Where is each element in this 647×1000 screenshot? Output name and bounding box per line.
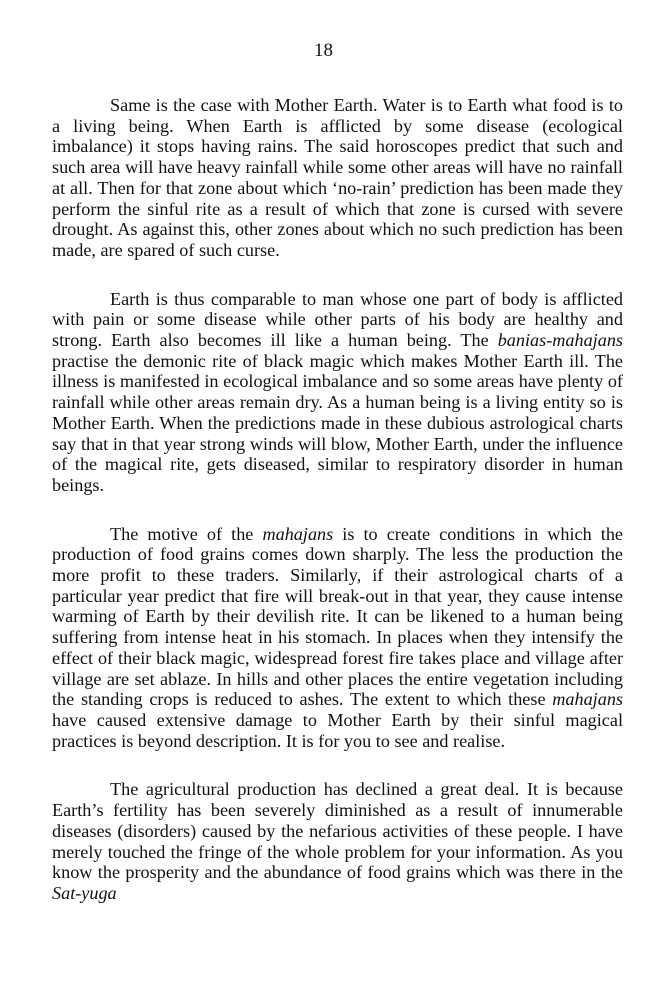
text-run: practise the demonic rite of black magic which makes Mother Earth ill. The illness is manifested in ecological imbalance and so some areas have plenty of rainfall while other areas remain dry. As a human being is a living entity so is Mother Earth. When the predictions made in these dubious astrological charts say that in that year strong winds will blow, Mother Earth, under the influence of the magical rite, gets diseased, similar to respiratory disorder in human beings. [52, 350, 623, 495]
italic-term: mahajans [262, 523, 334, 544]
text-run: Same is the case with Mother Earth. Water is to Earth what food is to a living being. When Earth is afflicted by some disease (ecological imbalance) it stops having rains. The said horoscopes predict that such and such area will have heavy rainfall while some other areas will have no rainfall at all. Then for that zone about which ‘no-rain’ prediction has been made they perform the sinful rite as a result of which that zone is cursed with severe drought. As against this, other zones about which no such prediction has been made, are spared of such curse. [52, 95, 623, 260]
text-run: The motive of the [110, 523, 263, 544]
text-run: have caused extensive damage to Mother Earth by their sinful magical practices is beyond description. It is for you to see and realise. [52, 709, 623, 751]
text-run: The agricultural production has declined a great deal. It is because Earth’s fertility has been severely diminished as a result of innumerable diseases (disorders) caused by the nefarious activities of these people. I have merely touched the fringe of the whole problem for your information. As you know the prosperity and the abundance of food grains which was there in the [52, 779, 623, 883]
italic-term: banias-mahajans [497, 330, 623, 351]
page-body [52, 95, 623, 932]
paragraph-mother-earth-rain [52, 95, 623, 261]
paragraph-earth-comparable-to-man [52, 289, 623, 496]
paragraph-agricultural-decline [52, 779, 623, 903]
italic-term: Sat-yuga [52, 882, 117, 903]
italic-term: mahajans [552, 689, 623, 710]
page-number: 18 [314, 40, 333, 61]
text-run: Earth is thus comparable to man whose one part of body is afflicted with pain or some disease while other parts of his body are healthy and strong. Earth also becomes ill like a human being. The [52, 288, 623, 351]
paragraph-motive-of-mahajans [52, 524, 623, 752]
text-run: is to create conditions in which the production of food grains comes down sharply. The less the production the more profit to these traders. Similarly, if their astrological charts of a particular year predict that fire will break-out in that year, they cause intense warming of Earth by their devilish rite. It can be likened to a human being suffering from intense heat in his stomach. In places when they intensify the effect of their black magic, widespread forest fire takes place and village after village are set ablaze. In hills and other places the entire vegetation including the standing crops is reduced to ashes. The extent to which these [52, 523, 623, 710]
